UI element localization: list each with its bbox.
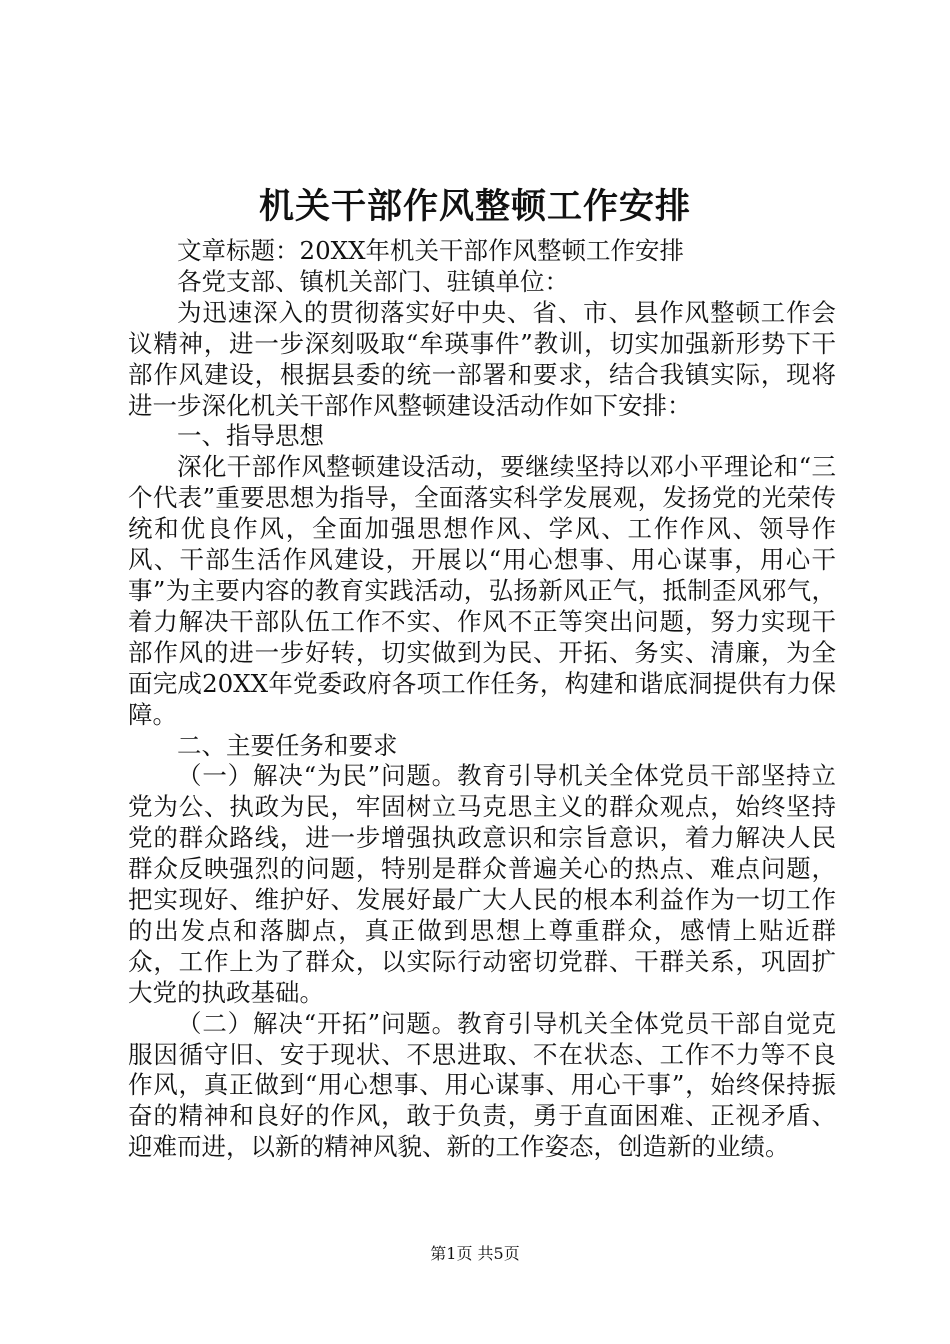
page-number-footer: 第1页 共5页: [430, 1244, 520, 1263]
task-paragraph-2: （二）解决“开拓”问题。教育引导机关全体党员干部自觉克服因循守旧、安于现状、不思进取、不在状态、工作不力等不良作风，真正做到“用心想事、用心谋事、用心干事”，始终保持振奋的精神和良好的作风，敢于负责，勇于直面困难、正视矛盾、迎难而进，以新的精神风貌、新的工作姿态，创造新的业绩。: [128, 1008, 836, 1162]
document-title: 机关干部作风整顿工作安排: [258, 186, 691, 227]
task-paragraph-1: （一）解决“为民”问题。教育引导机关全体党员干部坚持立党为公、执政为民，牢固树立马克思主义的群众观点，始终坚持党的群众路线，进一步增强执政意识和宗旨意识，着力解决人民群众反映强烈的问题，特别是群众普遍关心的热点、难点问题，把实现好、维护好、发展好最广大人民的根本利益作为一切工作的出发点和落脚点，真正做到思想上尊重群众，感情上贴近群众，工作上为了群众，以实际行动密切党群、干群关系，巩固扩大党的执政基础。: [128, 761, 836, 1007]
guiding-thought-paragraph: 深化干部作风整顿建设活动，要继续坚持以邓小平理论和“三个代表”重要思想为指导，全面落实科学发展观，发扬党的光荣传统和优良作风，全面加强思想作风、学风、工作作风、领导作风、干部生活作风建设，开展以“用心想事、用心谋事，用心干事”为主要内容的教育实践活动，弘扬新风正气，抵制歪风邪气，着力解决干部队伍工作不实、作风不正等突出问题，努力实现干部作风的进一步好转，切实做到为民、开拓、务实、清廉，为全面完成20XX年党委政府各项工作任务，构建和谐底洞提供有力保障。: [128, 452, 836, 729]
intro-paragraph: 为迅速深入的贯彻落实好中央、省、市、县作风整顿工作会议精神，进一步深刻吸取“牟瑛事件”教训，切实加强新形势下干部作风建设，根据县委的统一部署和要求，结合我镇实际，现将进一步深化机关干部作风整顿建设活动作如下安排：: [128, 297, 836, 420]
section-heading-guiding-thought: 一、指导思想: [177, 421, 324, 451]
salutation: 各党支部、镇机关部门、驻镇单位：: [177, 266, 569, 296]
document-body: [128, 236, 836, 1163]
article-title-line: 文章标题：20XX年机关干部作风整顿工作安排: [177, 236, 685, 265]
section-heading-tasks: 二、主要任务和要求: [177, 730, 398, 760]
